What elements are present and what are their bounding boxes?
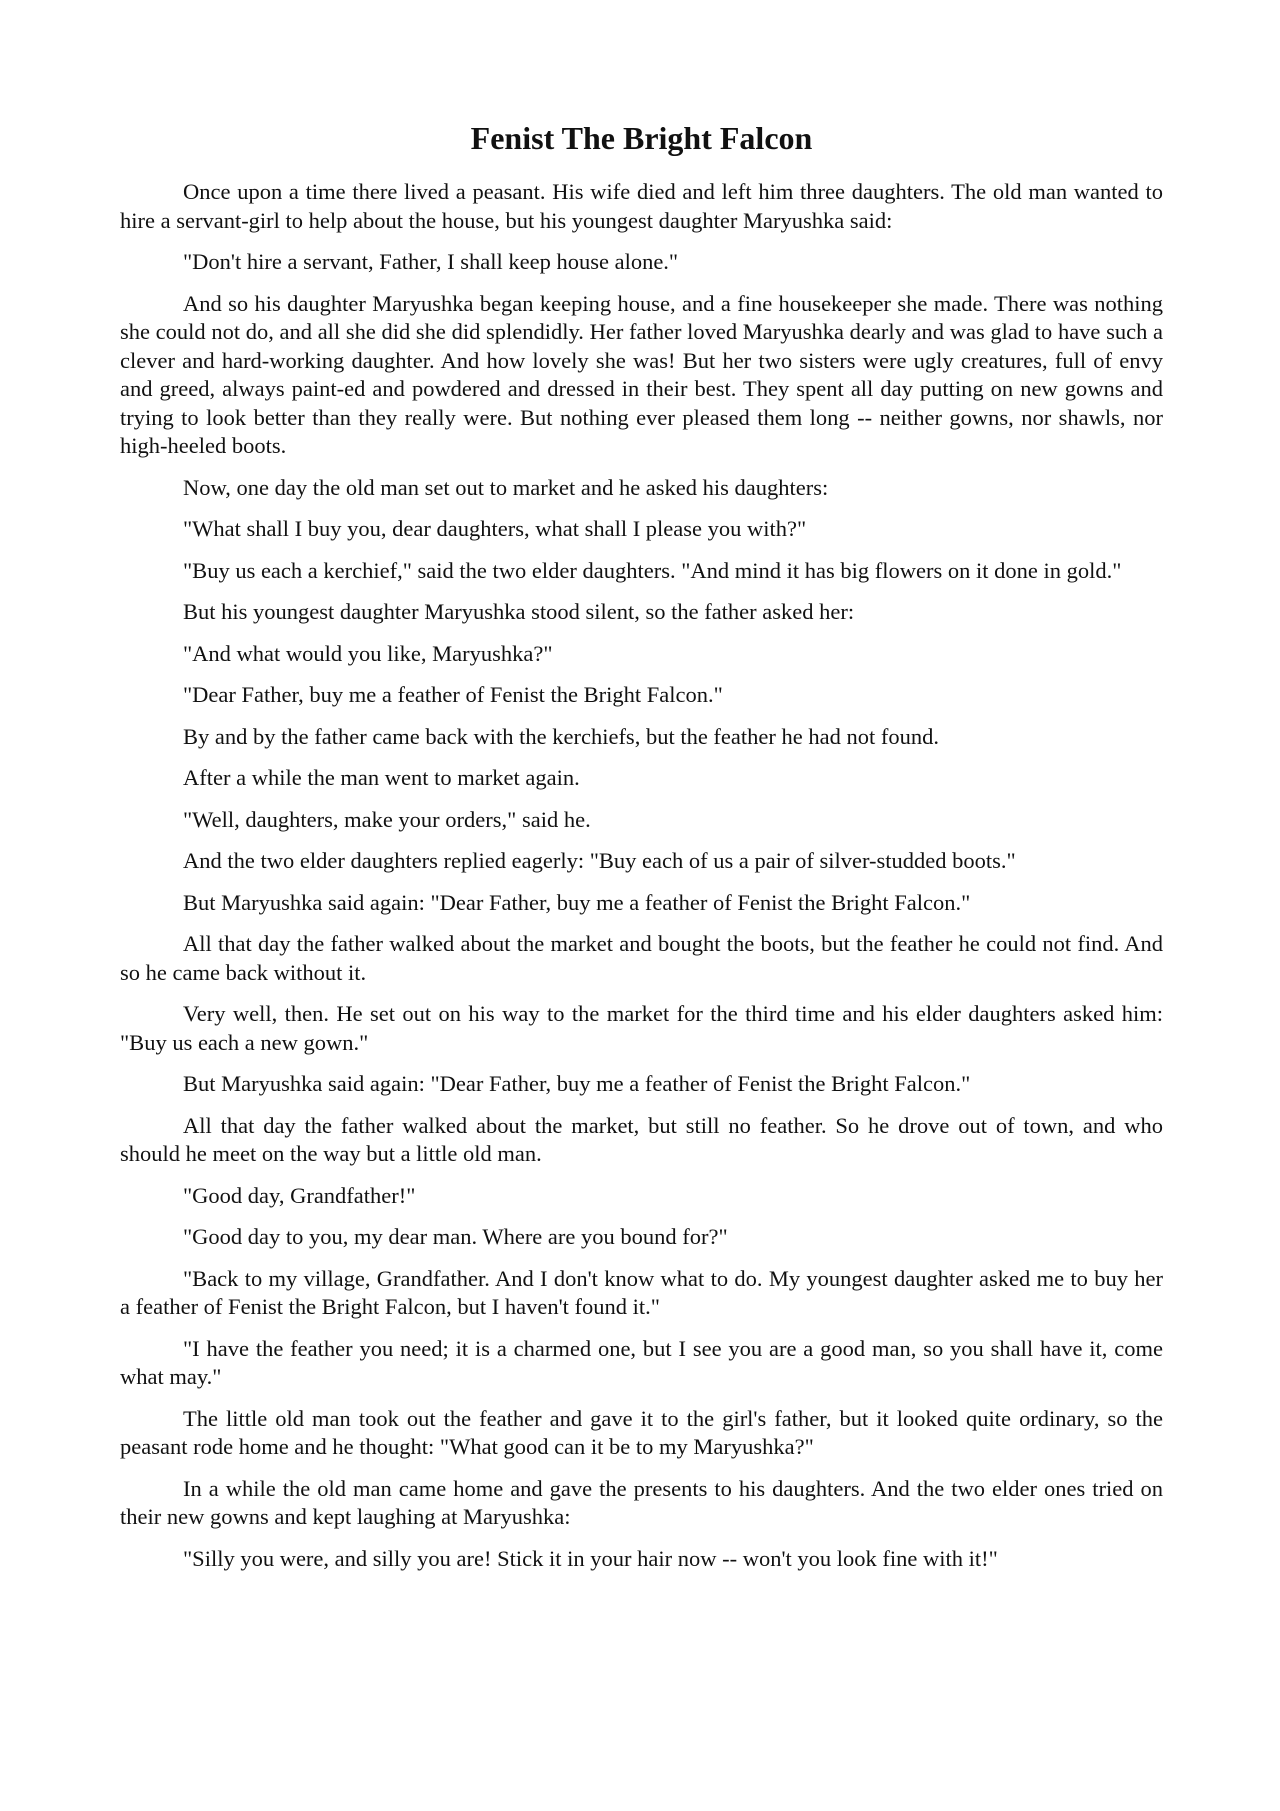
paragraph: In a while the old man came home and gave the presents to his daughters. And the two elder ones tried on their new gowns and kept laughing at Maryushka: (120, 1475, 1163, 1529)
paragraph: "Silly you were, and silly you are! Stick it in your hair now -- won't you look fine with it!" (183, 1545, 998, 1571)
paragraph: But Maryushka said again: "Dear Father, buy me a feather of Fenist the Bright Falcon." (183, 1071, 971, 1096)
paragraph: "And what would you like, Maryushka?" (183, 640, 553, 666)
document-page (120, 118, 1163, 1586)
paragraph: "What shall I buy you, dear daughters, what shall I please you with?" (183, 516, 807, 541)
paragraph: And the two elder daughters replied eagerly: "Buy each of us a pair of silver-studded boots." (183, 848, 1016, 873)
paragraph: Now, one day the old man set out to market and he asked his daughters: (183, 474, 829, 500)
paragraph: The little old man took out the feather and gave it to the girl's father, but it looked quite ordinary, so the peasant rode home and he thought: "What good can it be to my Maryushka?" (120, 1405, 1163, 1459)
document-title: Fenist The Bright Falcon (470, 120, 813, 156)
paragraph: "Dear Father, buy me a feather of Fenist the Bright Falcon." (183, 682, 723, 707)
document-body (120, 178, 1163, 1573)
paragraph: By and by the father came back with the kerchiefs, but the feather he had not found. (183, 723, 939, 749)
paragraph: "Well, daughters, make your orders," said he. (183, 806, 591, 832)
paragraph: But Maryushka said again: "Dear Father, buy me a feather of Fenist the Bright Falcon." (183, 889, 971, 915)
paragraph: "Back to my village, Grandfather. And I don't know what to do. My youngest daughter asked me to buy her a feather of Fenist the Bright Falcon, but I haven't found it." (120, 1265, 1163, 1319)
paragraph: But his youngest daughter Maryushka stood silent, so the father asked her: (183, 599, 855, 624)
paragraph: All that day the father walked about the market, but still no feather. So he drove out of town, and who should he meet on the way but a little old man. (120, 1112, 1163, 1166)
paragraph: "I have the feather you need; it is a charmed one, but I see you are a good man, so you shall have it, come what may." (120, 1335, 1163, 1389)
paragraph: Once upon a time there lived a peasant. His wife died and left him three daughters. The old man wanted to hire a servant-girl to help about the house, but his youngest daughter Maryushka said: (120, 179, 1163, 233)
paragraph: And so his daughter Maryushka began keeping house, and a fine housekeeper she made. There was nothing she could not do, and all she did she did splendidly. Her father loved Maryushka dearly and was glad to have such a clever and hard-working daughter. And how lovely she was! But her two sisters were ugly creatures, full of envy and greed, always paint-ed and powdered and dressed in their best. They spent all day putting on new gowns and trying to look better than they really were. But nothing ever pleased them long -- neither gowns, nor shawls, nor high-heeled boots. (120, 290, 1163, 458)
paragraph: All that day the father walked about the market and bought the boots, but the feather he could not find. And so he came back without it. (120, 931, 1163, 985)
paragraph: "Buy us each a kerchief," said the two elder daughters. "And mind it has big flowers on it done in gold." (183, 557, 1122, 583)
paragraph: "Don't hire a servant, Father, I shall keep house alone." (183, 249, 679, 274)
paragraph: After a while the man went to market again. (183, 765, 580, 790)
paragraph: "Good day to you, my dear man. Where are you bound for?" (183, 1224, 728, 1249)
paragraph: "Good day, Grandfather!" (183, 1182, 416, 1208)
paragraph: Very well, then. He set out on his way to the market for the third time and his elder daughters asked him: "Buy us each a new gown." (120, 1001, 1163, 1055)
